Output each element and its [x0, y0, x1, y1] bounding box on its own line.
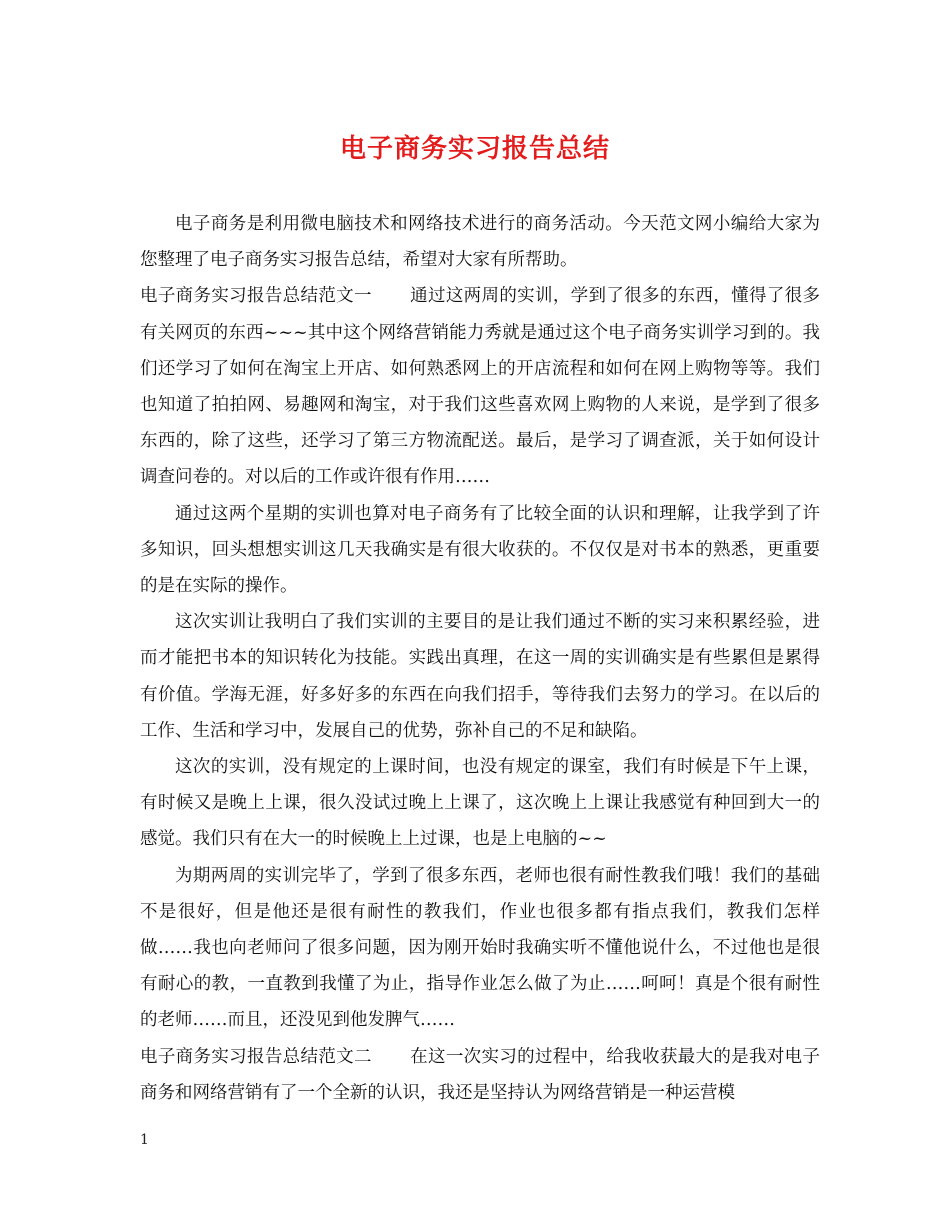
sample1-paragraph-3: 这次实训让我明白了我们实训的主要目的是让我们通过不断的实习来积累经验，进而才能把书本的知识转化为技能。实践出真理，在这一周的实训确实是有些累但是累得有价值。学海无涯，好多好多的东西在向我们招手，等待我们去努力的学习。在以后的工作、生活和学习中，发展自己的优势，弥补自己的不足和缺陷。 — [140, 612, 820, 741]
sample1-paragraph-5: 为期两周的实训完毕了，学到了很多东西，老师也很有耐性教我们哦！我们的基础不是很好，但是他还是很有耐性的教我们，作业也很多都有指点我们，教我们怎样做……我也向老师问了很多问题，因为刚开始时我确实听不懂他说什么，不过他也是很有耐心的教，一直教到我懂了为止，指导作业怎么做了为止……呵呵！真是个很有耐性的老师……而且，还没见到他发脾气…… — [140, 865, 820, 1031]
sample1-paragraph-1: 通过这两周的实训，学到了很多的东西，懂得了很多有关网页的东西~~~其中这个网络营销能力秀就是通过这个电子商务实训学习到的。我们还学习了如何在淘宝上开店、如何熟悉网上的开店流程和如何在网上购物等等。我们也知道了拍拍网、易趣网和淘宝，对于我们这些喜欢网上购物的人来说，是学到了很多东西的，除了这些，还学习了第三方物流配送。最后，是学习了调查派，关于如何设计调查问卷的。对以后的工作或许很有作用…… — [140, 286, 821, 488]
sample1-paragraph-4: 这次的实训，没有规定的上课时间，也没有规定的课室，我们有时候是下午上课，有时候又是晚上上课，很久没试过晚上上课了，这次晚上上课让我感觉有种回到大一的感觉。我们只有在大一的时候晚上上过课，也是上电脑的~~ — [140, 757, 820, 850]
document-title: 电子商务实习报告总结 — [339, 134, 610, 164]
document-body — [140, 206, 820, 1111]
sample2-heading: 电子商务实习报告总结范文二 — [140, 1046, 372, 1067]
page-number: 1 — [140, 1132, 149, 1148]
sample1-heading: 电子商务实习报告总结范文一 — [140, 286, 372, 307]
sample1-paragraph-2: 通过这两个星期的实训也算对电子商务有了比较全面的认识和理解，让我学到了许多知识，回头想想实训这几天我确实是有很大收获的。不仅仅是对书本的熟悉，更重要的是在实际的操作。 — [140, 503, 820, 597]
sample2-first-paragraph — [140, 1039, 820, 1111]
sample2-paragraph-1: 在这一次实习的过程中，给我收获最大的是我对电子商务和网络营销有了一个全新的认识，我还是坚持认为网络营销是一种运营模 — [140, 1046, 821, 1103]
sample1-first-paragraph — [140, 278, 820, 495]
intro-paragraph: 电子商务是利用微电脑技术和网络技术进行的商务活动。今天范文网小编给大家为您整理了电子商务实习报告总结，希望对大家有所帮助。 — [140, 214, 820, 271]
